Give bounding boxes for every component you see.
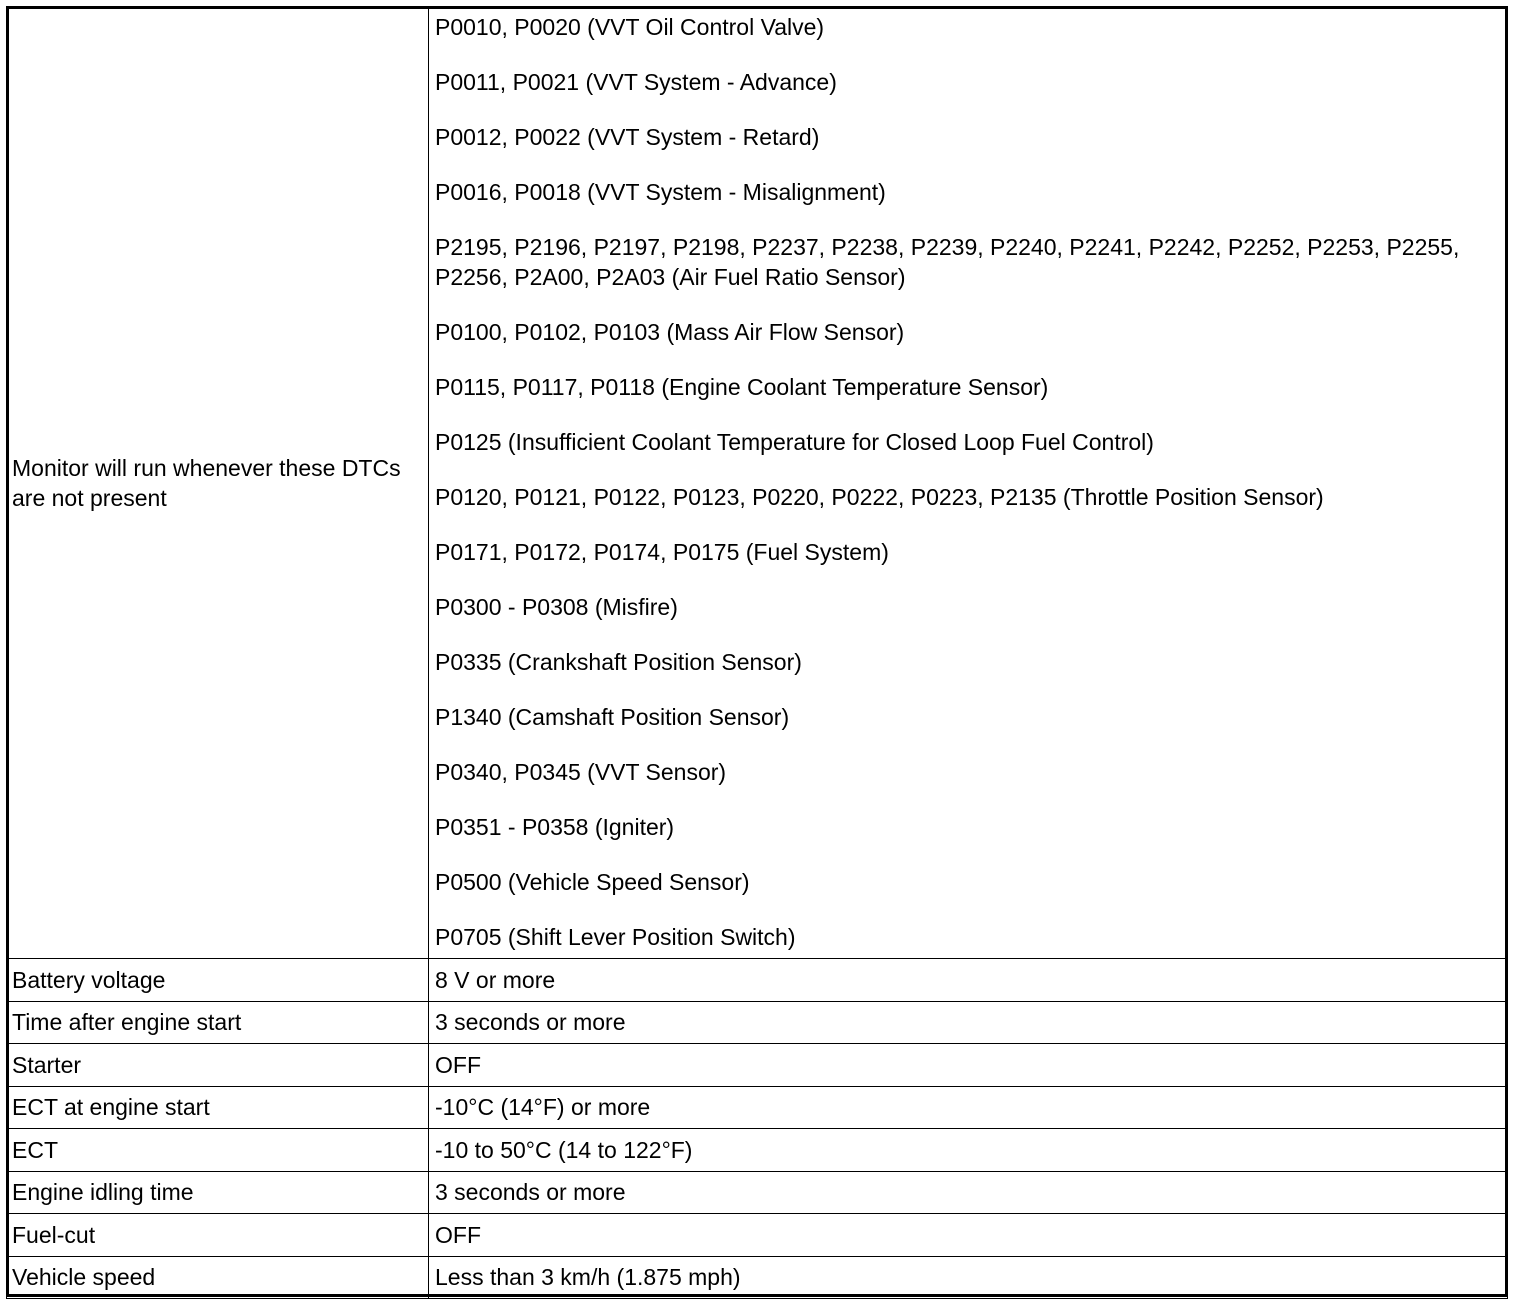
condition-value: OFF <box>429 1044 1508 1087</box>
dtc-item: P0011, P0021 (VVT System - Advance) <box>435 68 837 95</box>
dtc-item: P0120, P0121, P0122, P0123, P0220, P0222, P0223, P2135 (Throttle Position Sensor) <box>435 483 1324 510</box>
condition-value: 8 V or more <box>429 959 1508 1002</box>
condition-value: OFF <box>429 1214 1508 1257</box>
monitor-label: Monitor will run whenever these DTCs are not present <box>7 7 429 959</box>
condition-label: Time after engine start <box>7 1001 429 1044</box>
condition-label: Battery voltage <box>7 959 429 1002</box>
condition-label: Fuel-cut <box>7 1214 429 1257</box>
dtc-item: P0100, P0102, P0103 (Mass Air Flow Sensor) <box>435 318 905 345</box>
dtc-item: P0115, P0117, P0118 (Engine Coolant Temperature Sensor) <box>435 373 1049 400</box>
dtc-item: P0012, P0022 (VVT System - Retard) <box>435 123 820 150</box>
condition-label: Starter <box>7 1044 429 1087</box>
dtc-item: P0171, P0172, P0174, P0175 (Fuel System) <box>435 538 889 565</box>
dtc-item: P0010, P0020 (VVT Oil Control Valve) <box>435 13 825 40</box>
dtc-item: P2195, P2196, P2197, P2198, P2237, P2238, P2239, P2240, P2241, P2242, P2252, P2253, P2255, P2256, P2A00, P2A03 (Air Fuel Ratio Sensor) <box>435 233 1460 290</box>
condition-label: Engine idling time <box>7 1171 429 1214</box>
table-border <box>6 6 1508 1297</box>
condition-value: -10 to 50°C (14 to 122°F) <box>429 1129 1508 1172</box>
dtc-item: P0705 (Shift Lever Position Switch) <box>435 923 796 950</box>
condition-value: Less than 3 km/h (1.875 mph) <box>429 1256 1508 1299</box>
dtc-item: P0300 - P0308 (Misfire) <box>435 593 678 620</box>
condition-value: 3 seconds or more <box>429 1001 1508 1044</box>
dtc-item: P1340 (Camshaft Position Sensor) <box>435 703 790 730</box>
condition-label: Vehicle speed <box>7 1256 429 1299</box>
dtc-item: P0335 (Crankshaft Position Sensor) <box>435 648 802 675</box>
dtc-item: P0500 (Vehicle Speed Sensor) <box>435 868 750 895</box>
dtc-item: P0016, P0018 (VVT System - Misalignment) <box>435 178 886 205</box>
dtc-item: P0340, P0345 (VVT Sensor) <box>435 758 727 785</box>
condition-value: 3 seconds or more <box>429 1171 1508 1214</box>
condition-label: ECT <box>7 1129 429 1172</box>
condition-label: ECT at engine start <box>7 1086 429 1129</box>
dtc-item: P0125 (Insufficient Coolant Temperature for Closed Loop Fuel Control) <box>435 428 1154 455</box>
condition-value: -10°C (14°F) or more <box>429 1086 1508 1129</box>
dtc-item: P0351 - P0358 (Igniter) <box>435 813 675 840</box>
